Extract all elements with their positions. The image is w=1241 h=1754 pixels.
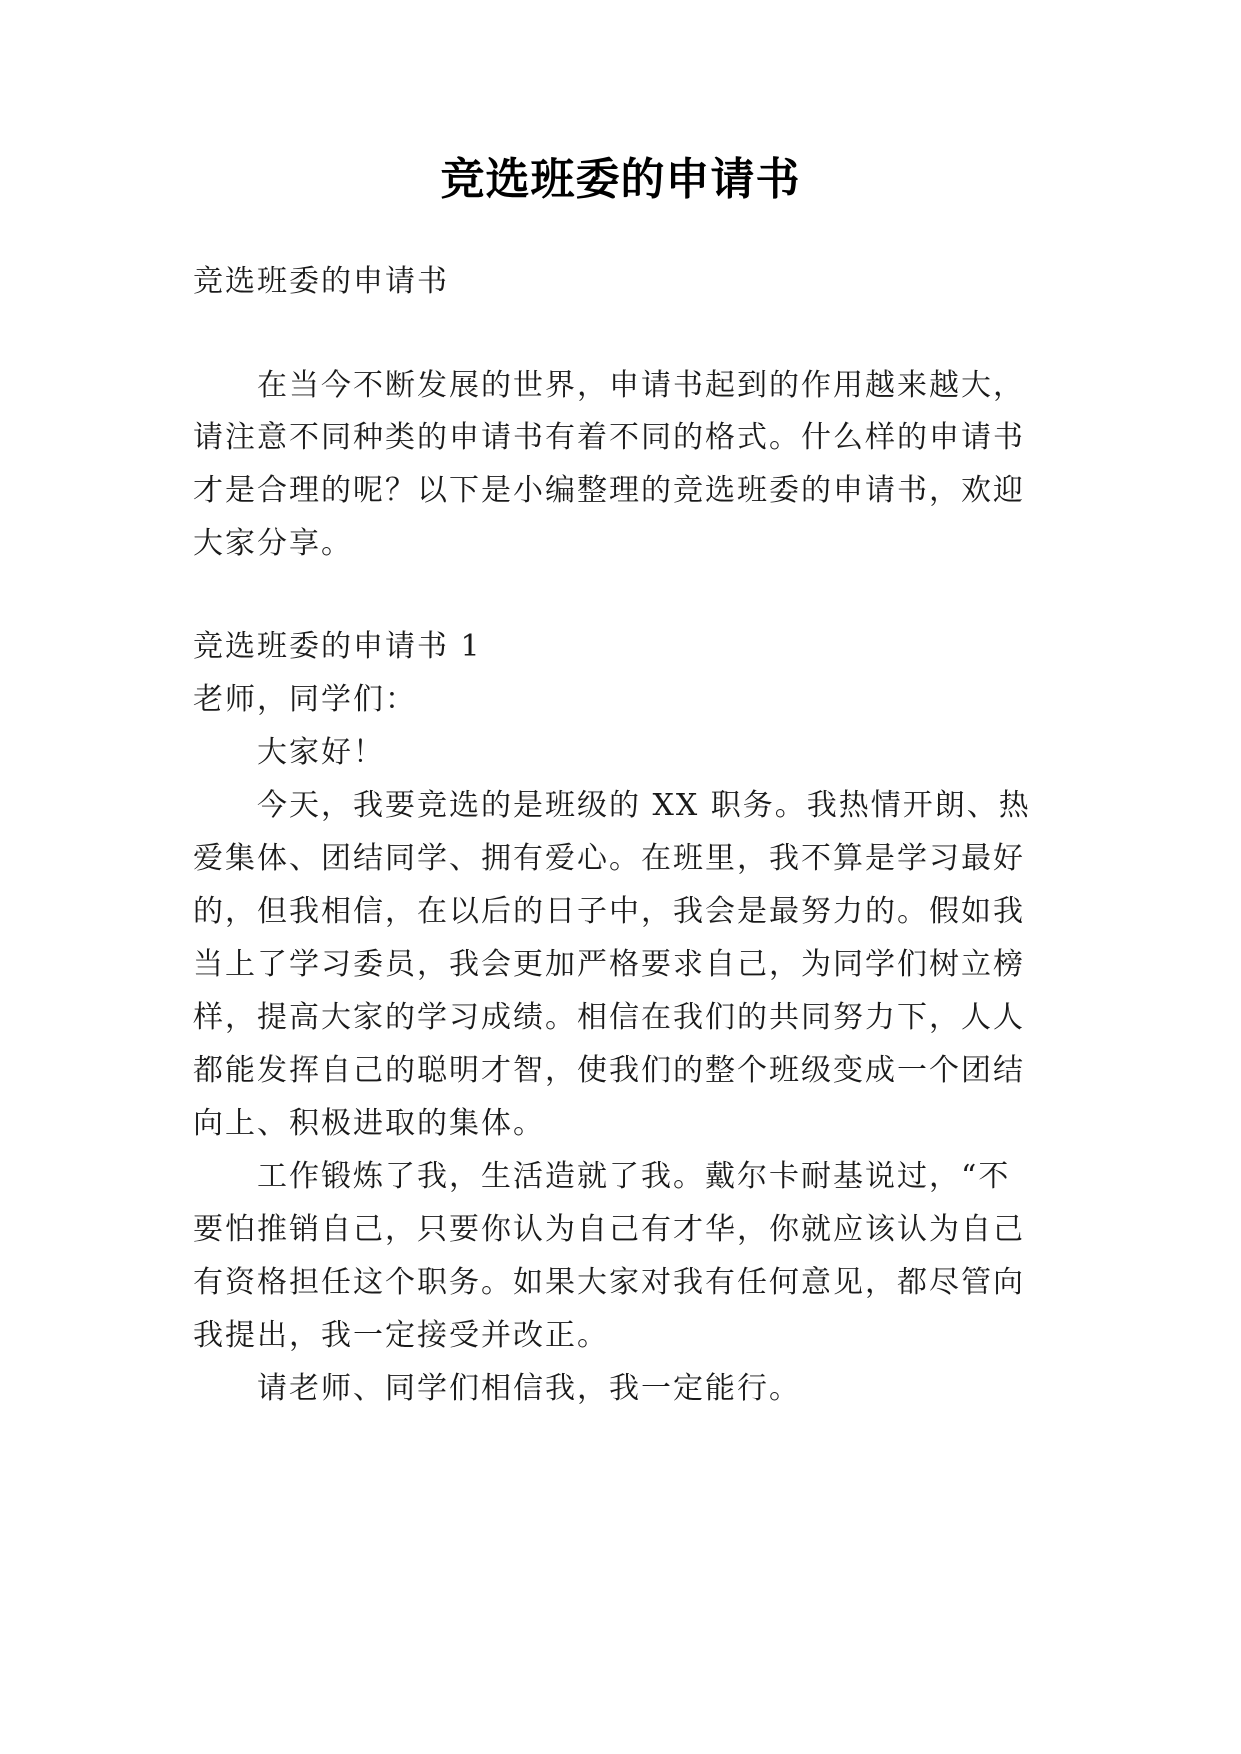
- paragraph-line: 要怕推销自己，只要你认为自己有才华，你就应该认为自己: [193, 1212, 1025, 1247]
- section-heading: 竞选班委的申请书 1: [193, 629, 482, 664]
- document-title: 竞选班委的申请书: [440, 154, 801, 205]
- intro-line: 在当今不断发展的世界，申请书起到的作用越来越大，: [257, 368, 1025, 403]
- paragraph-line: 当上了学习委员，我会更加严格要求自己，为同学们树立榜: [193, 947, 1025, 982]
- intro-line: 大家分享。: [193, 526, 353, 561]
- paragraph-line: 的，但我相信，在以后的日子中，我会是最努力的。假如我: [193, 894, 1025, 929]
- greeting: 大家好！: [257, 735, 385, 770]
- salutation: 老师，同学们：: [193, 682, 417, 717]
- document-subtitle: 竞选班委的申请书: [193, 264, 449, 299]
- intro-line: 才是合理的呢？以下是小编整理的竞选班委的申请书，欢迎: [193, 473, 1025, 508]
- paragraph-line: 向上、积极进取的集体。: [193, 1106, 545, 1141]
- paragraph-line: 爱集体、团结同学、拥有爱心。在班里，我不算是学习最好: [193, 841, 1025, 876]
- paragraph-line: 今天，我要竞选的是班级的 XX 职务。我热情开朗、热: [257, 788, 1031, 823]
- paragraph-line: 都能发挥自己的聪明才智，使我们的整个班级变成一个团结: [193, 1053, 1025, 1088]
- paragraph-line: 样，提高大家的学习成绩。相信在我们的共同努力下，人人: [193, 1000, 1025, 1035]
- paragraph-line: 工作锻炼了我，生活造就了我。戴尔卡耐基说过，“不: [257, 1159, 1011, 1194]
- paragraph-line: 有资格担任这个职务。如果大家对我有任何意见，都尽管向: [193, 1265, 1025, 1300]
- intro-line: 请注意不同种类的申请书有着不同的格式。什么样的申请书: [193, 420, 1025, 455]
- closing-line: 请老师、同学们相信我，我一定能行。: [257, 1371, 801, 1406]
- paragraph-line: 我提出，我一定接受并改正。: [193, 1318, 609, 1353]
